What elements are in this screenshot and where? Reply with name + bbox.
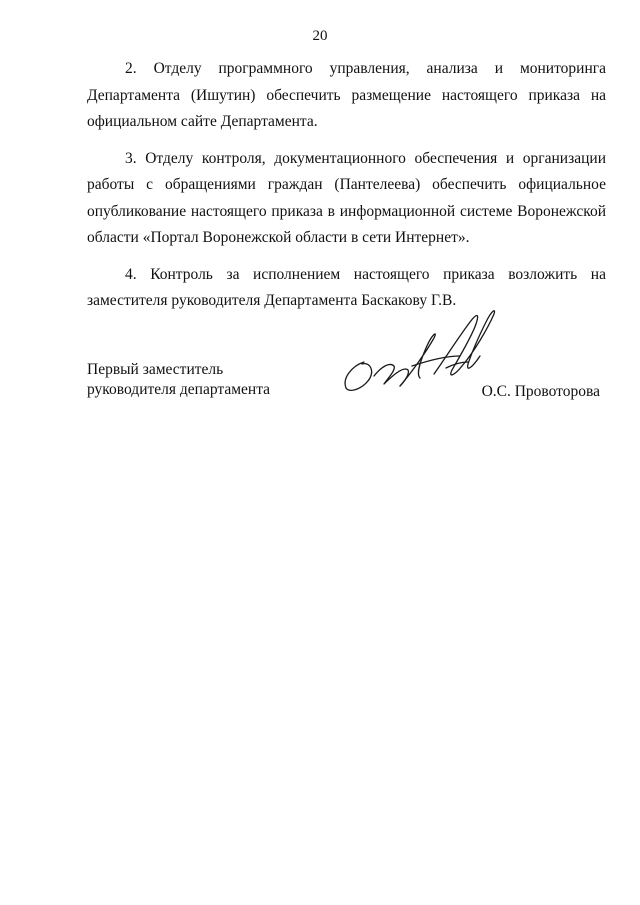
signatory-position [87, 360, 270, 400]
signature-block [87, 360, 606, 420]
position-line-1: Первый заместитель [87, 361, 224, 378]
position-line-2: руководителя департамента [87, 381, 271, 398]
paragraph-4: 4. Контроль за исполнением настоящего приказа возложить на заместителя руководителя Департамента Баскакову Г.В. [87, 265, 606, 309]
paragraph-3: 3. Отделу контроля, документационного обеспечения и организации работы с обращениями граждан (Пантелеева) обеспечить официальное опубликование настоящего приказа в информационной системе Воронежской области «Портал Воронежской области в сети Интернет». [87, 149, 606, 246]
signatory-name: О.С. Провоторова [481, 383, 600, 400]
page-number: 20 [312, 28, 328, 44]
paragraph-2: 2. Отделу программного управления, анализа и мониторинга Департамента (Ишутин) обеспечить размещение настоящего приказа на официальном сайте Департамента. [87, 60, 606, 130]
document-body [87, 56, 606, 325]
